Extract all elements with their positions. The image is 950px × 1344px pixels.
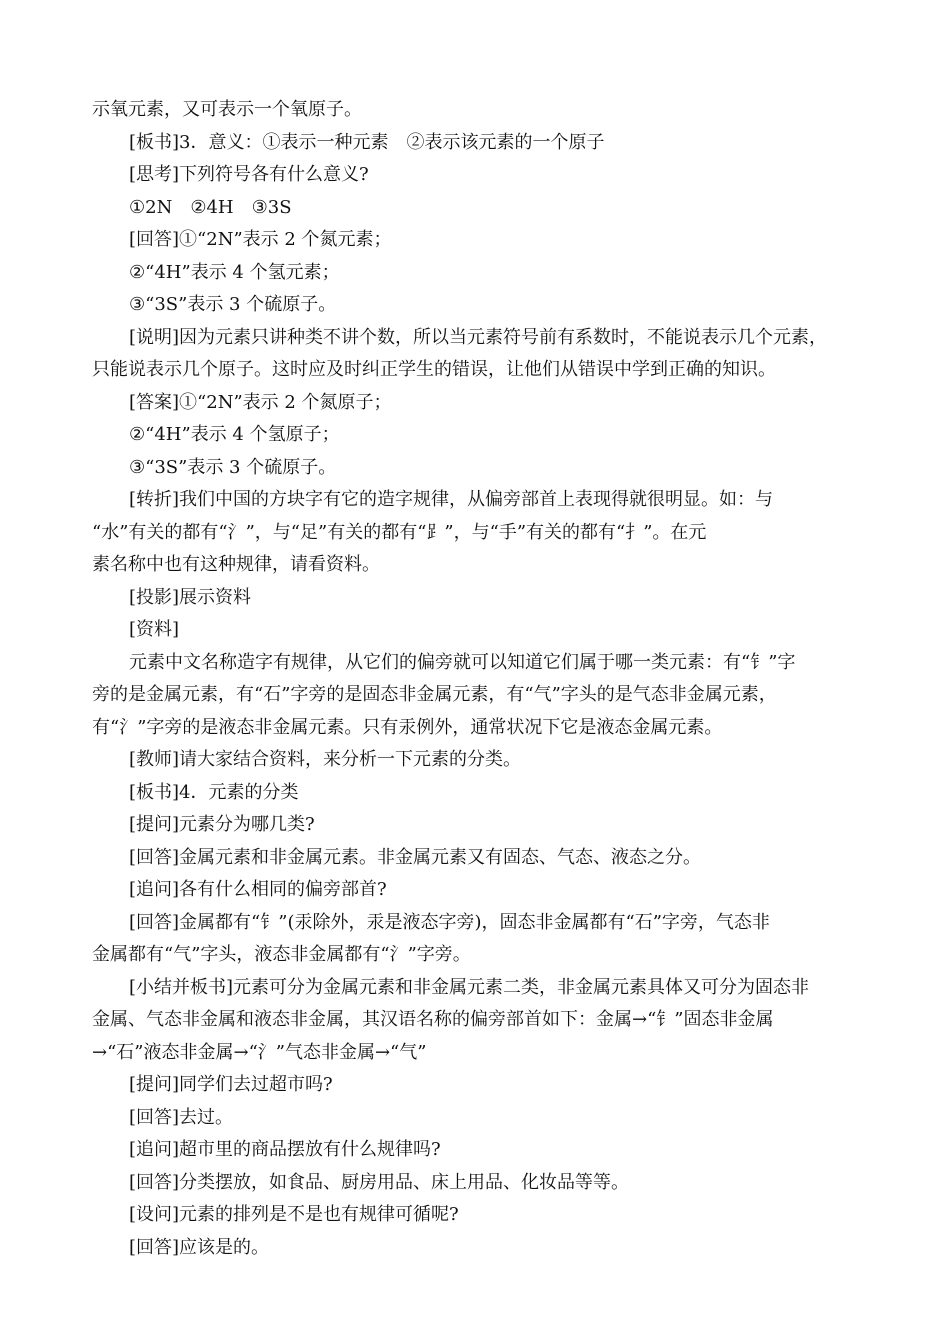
text-line: 元素中文名称造字有规律，从它们的偏旁就可以知道它们属于哪一类元素：有“钅”字 [129,651,796,673]
text-line: ②“4H”表示 4 个氢原子； [129,424,340,445]
text-line: [提问]元素分为哪几类? [129,814,315,835]
text-line: [回答]应该是的。 [129,1236,270,1258]
text-line: [小结并板书]元素可分为金属元素和非金属元素二类，非金属元素具体又可分为固态非 [129,976,810,998]
text-line: [说明]因为元素只讲种类不讲个数，所以当元素符号前有系数时，不能说表示几个元素， [129,326,828,348]
text-line: [资料] [129,619,180,640]
text-line: 示氧元素，又可表示一个氧原子。 [92,99,362,120]
text-line: ①2N ②4H ③3S [129,196,292,218]
text-line: [回答]金属都有“钅”(汞除外，汞是液态字旁)，固态非金属都有“石”字旁，气态非 [129,911,770,933]
text-line: [回答]金属元素和非金属元素。非金属元素又有固态、气态、液态之分。 [129,846,702,868]
text-line: 金属、气态非金属和液态非金属，其汉语名称的偏旁部首如下：金属→“钅”固态非金属 [92,1009,774,1030]
text-line: [答案]①“2N”表示 2 个氮原子； [129,391,392,413]
text-line: [追问]超市里的商品摆放有什么规律吗? [129,1139,441,1160]
text-line: [转折]我们中国的方块字有它的造字规律，从偏旁部首上表现得就很明显。如：与 [129,489,774,510]
document-body [92,94,872,1264]
text-line: 只能说表示几个原子。这时应及时纠正学生的错误，让他们从错误中学到正确的知识。 [92,359,776,380]
text-line: [追问]各有什么相同的偏旁部首? [129,879,387,900]
text-line: [教师]请大家结合资料，来分析一下元素的分类。 [129,749,522,770]
text-line: [回答]去过。 [129,1106,234,1128]
text-line: ③“3S”表示 3 个硫原子。 [129,294,337,315]
text-line: ③“3S”表示 3 个硫原子。 [129,456,337,478]
text-line: [思考]下列符号各有什么意义? [129,164,369,185]
text-line: [回答]分类摆放，如食品、厨房用品、床上用品、化妆品等等。 [129,1171,630,1193]
text-line: 旁的是金属元素，有“石”字旁的是固态非金属元素，有“气”字头的是气态非金属元素， [92,684,777,705]
text-line: ②“4H”表示 4 个氢元素； [129,261,340,283]
text-line: [回答]①“2N”表示 2 个氮元素； [129,229,392,250]
text-line: [设问]元素的排列是不是也有规律可循呢? [129,1204,459,1225]
text-line: 有“氵”字旁的是液态非金属元素。只有汞例外，通常状况下它是液态金属元素。 [92,716,723,738]
text-line: [投影]展示资料 [129,586,252,608]
text-line: 素名称中也有这种规律，请看资料。 [92,554,380,575]
text-line: “水”有关的都有“氵”，与“足”有关的都有“⻊”，与“手”有关的都有“扌”。在元 [92,521,707,543]
text-line: 金属都有“气”字头，液态非金属都有“氵”字旁。 [92,944,471,965]
text-line: [提问]同学们去过超市吗? [129,1074,333,1095]
text-line: [板书]4．元素的分类 [129,781,299,803]
text-line: →“石”液态非金属→“氵”气态非金属→“气” [92,1041,427,1063]
text-line: [板书]3．意义：①表示一种元素 ②表示该元素的一个原子 [129,131,605,153]
